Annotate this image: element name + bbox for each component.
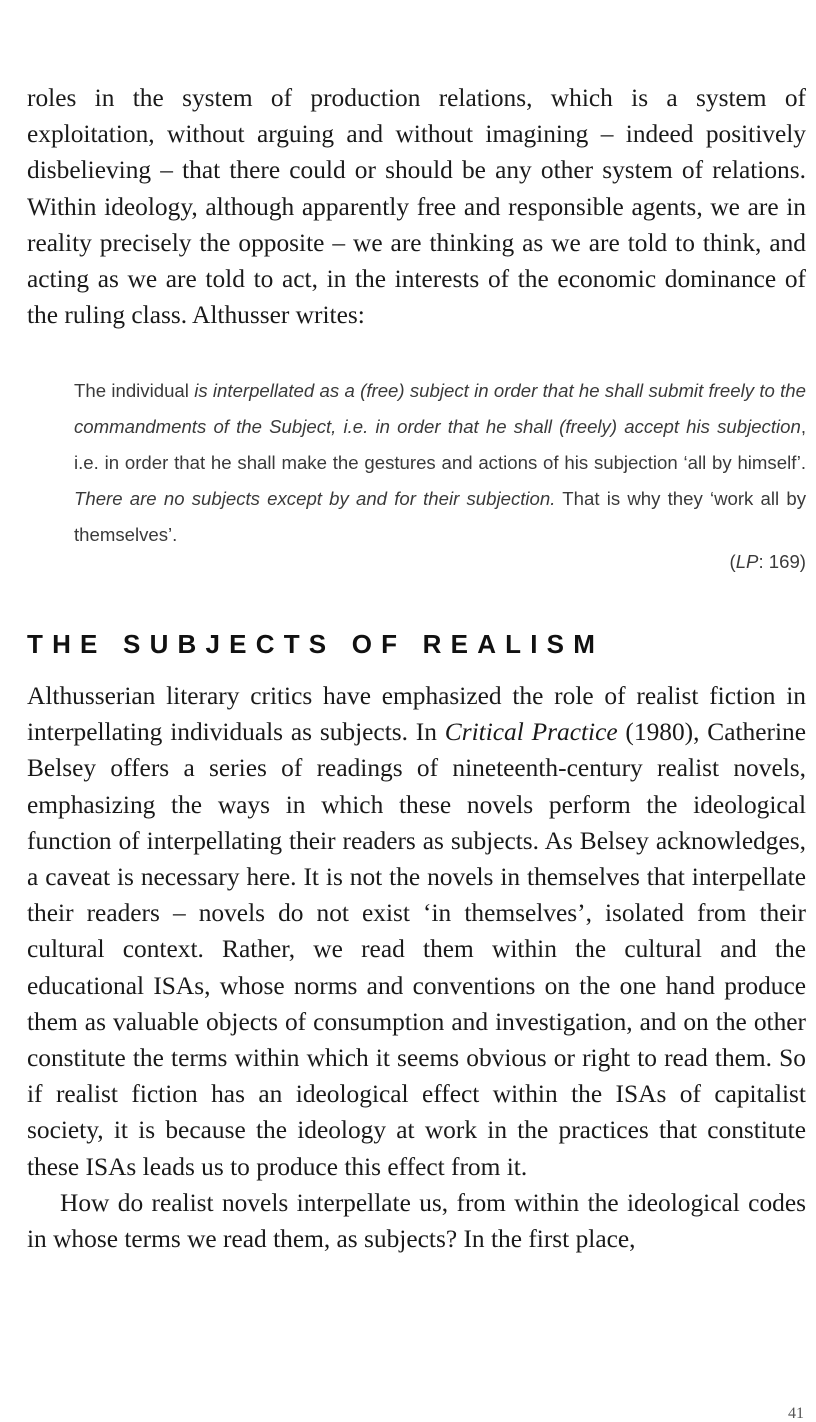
book-title: Critical Practice bbox=[444, 718, 618, 747]
citation-page: : 169) bbox=[758, 550, 806, 572]
quote-text: , i.e. in order that he shall make the gestures and actions of his subjection ‘all by himself’. bbox=[74, 416, 806, 474]
citation-source: LP bbox=[735, 550, 759, 572]
body-text: Althusserian literary critics have emphasized the role of realist fiction in interpellating individuals as subjects. In bbox=[27, 681, 806, 747]
body-paragraph: roles in the system of production relations, which is a system of exploitation, without arguing and without imagining – indeed positively disbelieving – that there could or should be any other system of relations. Within ideology, although apparently free and responsible agents, we are in reality precisely the opposite – we are thinking as we are told to think, and acting as we are told to act, in the interests of the economic dominance of the ruling class. Althusser writes: bbox=[27, 84, 806, 330]
page-number: 41 bbox=[788, 1405, 804, 1422]
citation-paren: ( bbox=[729, 550, 736, 572]
quote-italic-text: is interpellated as a (free) subject in order that he shall submit freely to the commandments of the Subject, i.e. in order that he shall (freely) accept his subjection bbox=[74, 380, 806, 438]
body-text: (1980), Catherine Belsey offers a series of readings of nineteenth-century realist novels, emphasizing the ways in which these novels perform the ideological function of interpellating their readers as subjects. As Belsey acknowledges, a caveat is necessary here. It is not the novels in themselves that interpellate their readers – novels do not exist ‘in themselves’, isolated from their cultural context. Rather, we read them within the cultural and the educational ISAs, whose norms and conventions on the one hand produce them as valuable objects of consumption and investigation, and on the other constitute the terms within which it seems obvious or right to read them. So if realist fiction has an ideological effect within the ISAs of capitalist society, it is because the ideology at work in the practices that constitute these ISAs leads us to produce this effect from it. bbox=[27, 718, 806, 1181]
block-quote bbox=[74, 373, 806, 553]
quote-text: The individual bbox=[74, 380, 195, 402]
quote-text: That is why they ‘work all by themselves’. bbox=[74, 488, 806, 546]
body-paragraph: How do realist novels interpellate us, from within the ideological codes in whose terms we read them, as subjects? In the first place, bbox=[27, 1188, 806, 1253]
section-heading: THE SUBJECTS OF REALISM bbox=[27, 628, 605, 659]
document-page bbox=[27, 80, 806, 1257]
body-paragraph bbox=[27, 678, 806, 1185]
quote-italic-text: There are no subjects except by and for their subjection. bbox=[74, 488, 556, 510]
